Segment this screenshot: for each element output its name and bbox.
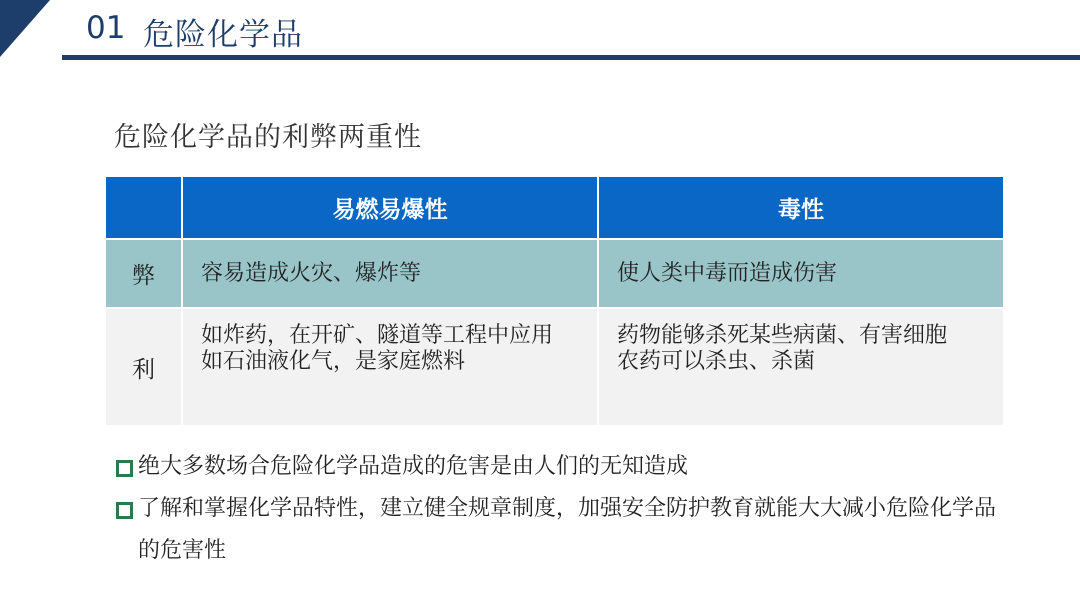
cell-line: 容易造成火灾、爆炸等 [201, 260, 422, 286]
table-cell [182, 239, 598, 308]
table-header-empty [106, 177, 182, 239]
table-cell [598, 308, 1003, 425]
subtitle: 危险化学品的利弊两重性 [114, 122, 422, 153]
table-header-row [106, 177, 1003, 239]
header-rule [62, 55, 1080, 60]
section-number: 01 [86, 10, 126, 46]
cell-line: 如石油液化气，是家庭燃料 [201, 349, 466, 374]
table-row [106, 308, 1003, 425]
bullet-text: 绝大多数场合危险化学品造成的危害是由人们的无知造成 [138, 454, 689, 479]
list-item [116, 488, 1016, 572]
comparison-table [106, 177, 1003, 425]
cell-line: 农药可以杀虫、杀菌 [617, 349, 816, 374]
cell-line: 使人类中毒而造成伤害 [617, 260, 838, 286]
bullet-square-icon [116, 502, 133, 519]
page-title: 危险化学品 [143, 17, 303, 53]
header-corner-decoration [0, 0, 50, 57]
bullet-text: 了解和掌握化学品特性，建立健全规章制度，加强安全防护教育就能大大减小危险化学品的危害性 [138, 496, 997, 563]
table-header-toxicity: 毒性 [598, 177, 1003, 239]
table-row [106, 239, 1003, 308]
table-cell [182, 308, 598, 425]
bullet-list [116, 446, 1016, 572]
row-label-advantage: 利 [106, 308, 182, 425]
table-header-flammable: 易燃易爆性 [182, 177, 598, 239]
table-cell [598, 239, 1003, 308]
list-item [116, 446, 1016, 488]
bullet-square-icon [116, 460, 133, 477]
cell-line: 如炸药，在开矿、隧道等工程中应用 [201, 323, 554, 348]
row-label-disadvantage: 弊 [106, 239, 182, 308]
cell-line: 药物能够杀死某些病菌、有害细胞 [617, 323, 948, 348]
